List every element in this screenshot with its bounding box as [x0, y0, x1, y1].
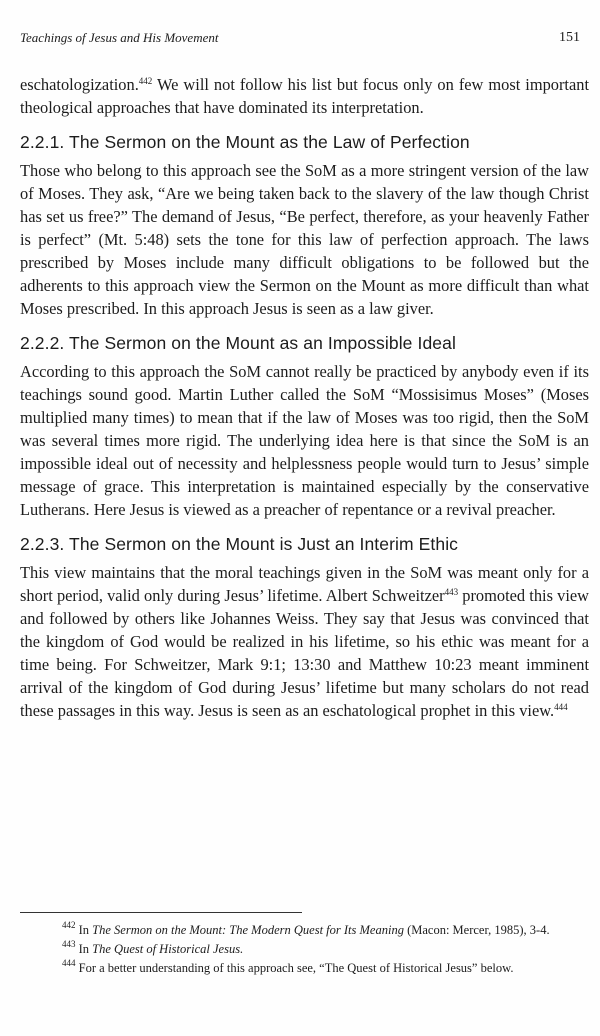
section-heading-law-of-perfection: 2.2.1. The Sermon on the Mount as the Law of Perfection [20, 132, 470, 152]
section-text-law-of-perfection: Those who belong to this approach see the SoM as a more stringent version of the law of Moses. They ask, “Are we being taken back to the slavery of the law though Christ has set us free?” The demand of Jesus, “Be perfect, therefore, as your heavenly Father is perfect” (Mt. 5:48) sets the tone for this law of perfection approach. The laws prescribed by Moses include many difficult obligations to be followed but the adherents to this approach view the Sermon on the Mount as more difficult than what Moses prescribed. In this approach Jesus is seen as a law giver. [20, 161, 589, 318]
intro-paragraph [20, 73, 589, 119]
page-header [20, 30, 580, 50]
running-head: Teachings of Jesus and His Movement [20, 30, 219, 45]
footnote-number: 444 [62, 958, 76, 968]
intro-text-end: We will not follow his list but focus only on few most important theological approaches that have dominated its interpretation. [20, 75, 589, 117]
interim-text-part-b: promoted this view and followed by others like Johannes Weiss. They say that Jesus was convinced that the kingdom of God would be realized in his lifetime, so his ethic was meant for a time being. For Schweitzer, Mark 9:1; 13:30 and Matthew 10:23 meant imminent arrival of the kingdom of God during Jesus’ lifetime but many scholars do not read these passages in this way. Jesus is seen as an eschatological prophet in this view. [20, 586, 589, 720]
intro-text-start: eschatologization. [20, 75, 139, 94]
footnote-444 [20, 959, 589, 978]
footnote-book-title: The Quest of Historical Jesus. [92, 942, 244, 956]
footnote-ref-443: 443 [444, 587, 459, 597]
footnote-442 [20, 921, 589, 940]
footnote-ref-444: 444 [554, 702, 568, 712]
footnote-text: In [75, 942, 93, 956]
section-text-interim-ethic [20, 561, 589, 722]
footnote-book-title: The Sermon on the Mount: The Modern Quest for Its Meaning [92, 923, 404, 937]
section-heading-impossible-ideal: 2.2.2. The Sermon on the Mount as an Impossible Ideal [20, 333, 456, 353]
footnotes [20, 912, 589, 978]
footnote-number: 442 [62, 920, 76, 930]
footnote-divider [20, 912, 302, 913]
page-body [20, 73, 589, 722]
section-text-impossible-ideal: According to this approach the SoM cannot really be practiced by anybody even if its teachings sound good. Martin Luther called the SoM “Mossisimus Moses” (Moses multiplied many times) to mean that if the law of Moses was too rigid, then the SoM was several times more rigid. The underlying idea here is that since the SoM is an impossible ideal out of necessity and helplessness people would turn to Jesus’ simple message of grace. This interpretation is maintained especially by the conservative Lutherans. Here Jesus is viewed as a preacher of repentance or a revival preacher. [20, 362, 589, 519]
page-number: 151 [559, 30, 580, 45]
footnote-number: 443 [62, 939, 76, 949]
interim-text-part-a: This view maintains that the moral teachings given in the SoM was meant only for a short period, valid only during Jesus’ lifetime. Albert Schweitzer [20, 563, 589, 605]
section-heading-interim-ethic: 2.2.3. The Sermon on the Mount is Just an Interim Ethic [20, 534, 459, 554]
footnote-ref-442: 442 [138, 76, 153, 86]
footnote-text: (Macon: Mercer, 1985), 3-4. [403, 923, 550, 937]
footnote-text: For a better understanding of this approach see, “The Quest of Historical Jesus” below. [75, 961, 514, 975]
footnote-text: In [75, 923, 93, 937]
footnote-443 [20, 940, 589, 959]
